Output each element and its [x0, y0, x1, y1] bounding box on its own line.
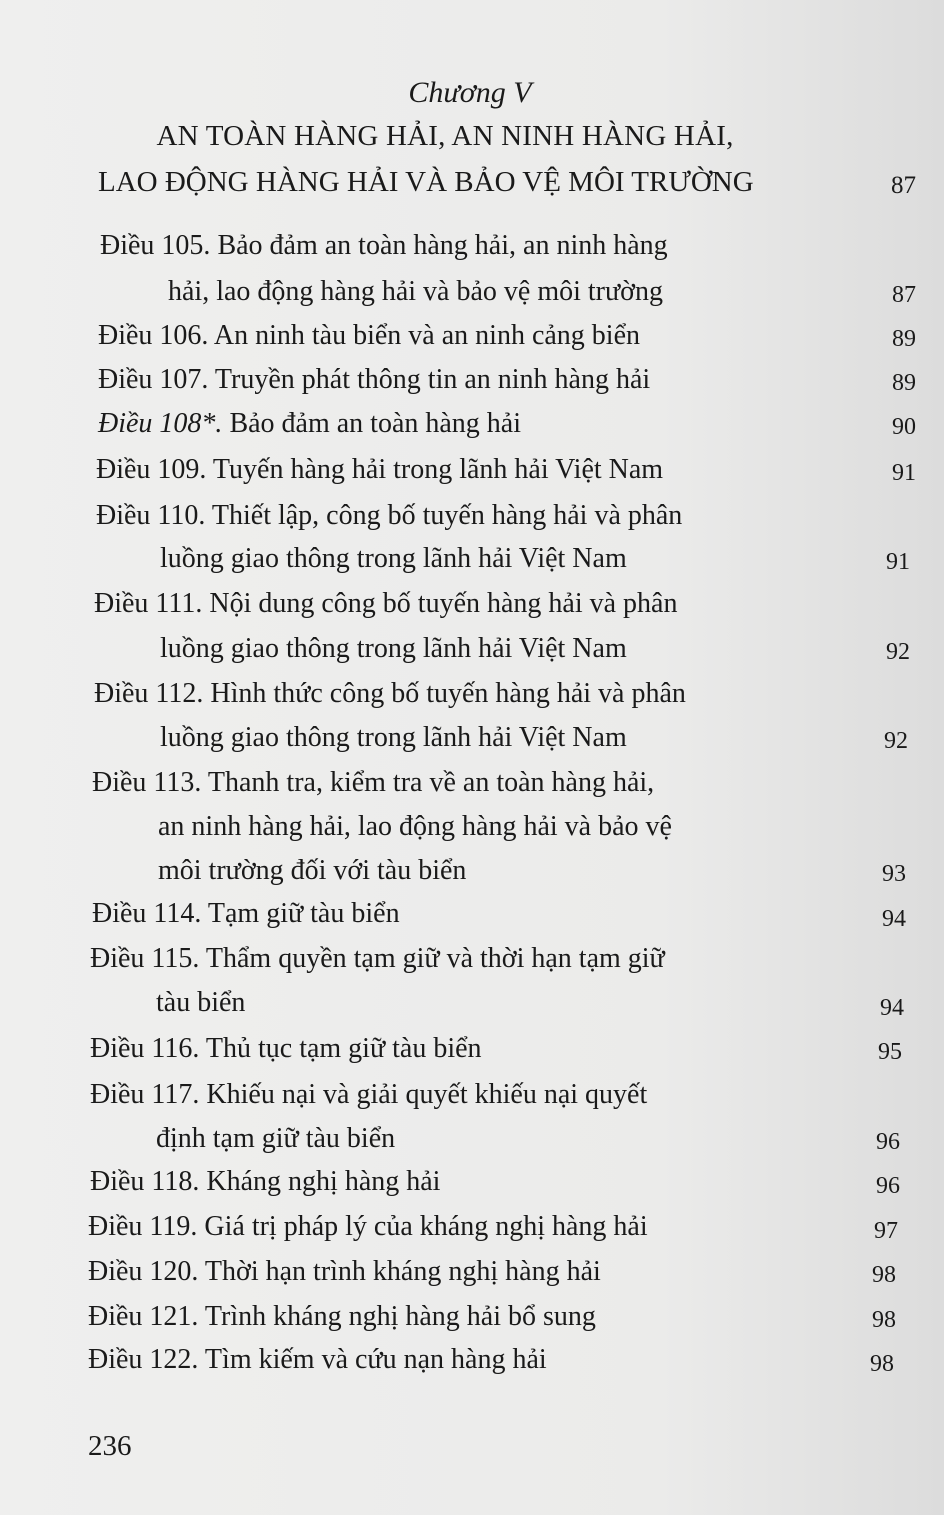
- entry-label: Điều 116.: [90, 1033, 200, 1064]
- entry-label: Điều 110.: [96, 500, 206, 531]
- entry-page-number: 94: [882, 906, 906, 932]
- entry-title-continued: tàu biển: [156, 987, 246, 1018]
- toc-entry-108: [98, 408, 521, 440]
- entry-label: Điều 105.: [100, 230, 211, 261]
- entry-label: Điều 117.: [90, 1079, 200, 1110]
- entry-title-continued: định tạm giữ tàu biển: [156, 1123, 396, 1154]
- entry-page-number: 90: [892, 414, 916, 440]
- entry-page-number: 95: [878, 1039, 902, 1065]
- entry-label: Điều 106.: [98, 320, 209, 351]
- entry-page-number: 97: [874, 1218, 898, 1244]
- entry-title: Bảo đảm an toàn hàng hải, an ninh hàng: [210, 230, 668, 261]
- toc-entry-116: [90, 1033, 482, 1065]
- entry-label: Điều 120.: [88, 1256, 199, 1287]
- entry-title: Thẩm quyền tạm giữ và thời hạn tạm giữ: [199, 943, 665, 974]
- entry-page-number: 91: [886, 549, 910, 575]
- entry-title: Tìm kiếm và cứu nạn hàng hải: [198, 1344, 547, 1375]
- entry-label: Điều 115.: [90, 943, 200, 974]
- entry-label: Điều 112.: [94, 678, 204, 709]
- entry-label: Điều 113.: [92, 767, 202, 798]
- entry-label: Điều 107.: [98, 364, 209, 395]
- toc-entry-105: [100, 230, 668, 262]
- chapter-title-line-1: AN TOÀN HÀNG HẢI, AN NINH HÀNG HẢI,: [156, 120, 734, 152]
- entry-page-number: 89: [892, 370, 916, 396]
- entry-title: Trình kháng nghị hàng hải bổ sung: [198, 1301, 596, 1332]
- entry-page-number: 93: [882, 861, 906, 887]
- chapter-label: Chương V: [408, 76, 532, 109]
- entry-page-number: 96: [876, 1173, 900, 1199]
- chapter-page-number: 87: [891, 172, 916, 199]
- toc-entry-120: [88, 1256, 601, 1288]
- entry-title: Thủ tục tạm giữ tàu biển: [199, 1033, 482, 1064]
- entry-page-number: 87: [892, 282, 916, 308]
- entry-title-continued: luồng giao thông trong lãnh hải Việt Nam: [160, 543, 627, 574]
- entry-title: Khiếu nại và giải quyết khiếu nại quyết: [199, 1079, 648, 1110]
- entry-page-number: 98: [872, 1262, 896, 1288]
- toc-entry-114: [92, 898, 400, 930]
- entry-title-continued: hải, lao động hàng hải và bảo vệ môi trường: [168, 276, 663, 307]
- entry-title: Kháng nghị hàng hải: [199, 1166, 441, 1197]
- toc-entry-110: [96, 500, 682, 532]
- toc-entry-106: [98, 320, 640, 352]
- entry-label: Điều 109.: [96, 454, 207, 485]
- entry-label: Điều 111.: [94, 588, 203, 619]
- entry-title: Thời hạn trình kháng nghị hàng hải: [198, 1256, 601, 1287]
- toc-entry-121: [88, 1301, 596, 1333]
- entry-title: Bảo đảm an toàn hàng hải: [222, 408, 522, 439]
- entry-label: Điều 118.: [90, 1166, 200, 1197]
- toc-entry-107: [98, 364, 650, 396]
- toc-entry-112: [94, 678, 686, 710]
- entry-label: Điều 114.: [92, 898, 202, 929]
- entry-page-number: 92: [884, 728, 908, 754]
- entry-title: Thiết lập, công bố tuyến hàng hải và phân: [205, 500, 683, 531]
- entry-title-continued: luồng giao thông trong lãnh hải Việt Nam: [160, 722, 627, 753]
- toc-entry-111: [94, 588, 677, 620]
- toc-entry-118: [90, 1166, 440, 1198]
- entry-title: Giá trị pháp lý của kháng nghị hàng hải: [197, 1211, 648, 1242]
- entry-title: Thanh tra, kiểm tra về an toàn hàng hải,: [201, 767, 655, 798]
- toc-entry-109: [96, 454, 663, 486]
- entry-page-number: 89: [892, 326, 916, 352]
- entry-title: An ninh tàu biển và an ninh cảng biển: [208, 320, 641, 351]
- toc-entry-119: [88, 1211, 648, 1243]
- entry-label: Điều 122.: [88, 1344, 199, 1375]
- entry-page-number: 91: [892, 460, 916, 486]
- toc-entry-113: [92, 767, 654, 799]
- entry-title-continued: an ninh hàng hải, lao động hàng hải và bảo vệ: [158, 811, 672, 842]
- entry-title-continued: môi trường đối với tàu biển: [158, 855, 467, 886]
- entry-title: Hình thức công bố tuyến hàng hải và phân: [203, 678, 686, 709]
- toc-entry-115: [90, 943, 665, 975]
- entry-title: Tạm giữ tàu biển: [201, 898, 400, 929]
- page-folio: 236: [88, 1430, 132, 1462]
- entry-page-number: 94: [880, 995, 904, 1021]
- entry-page-number: 96: [876, 1129, 900, 1155]
- chapter-title-line-2: LAO ĐỘNG HÀNG HẢI VÀ BẢO VỆ MÔI TRƯỜNG: [98, 166, 754, 198]
- entry-title: Nội dung công bố tuyến hàng hải và phân: [202, 588, 678, 619]
- toc-entry-117: [90, 1079, 647, 1111]
- entry-page-number: 98: [872, 1307, 896, 1333]
- entry-page-number: 92: [886, 639, 910, 665]
- entry-title: Tuyến hàng hải trong lãnh hải Việt Nam: [206, 454, 664, 485]
- entry-page-number: 98: [870, 1351, 894, 1377]
- entry-label: Điều 108*.: [98, 408, 223, 439]
- toc-entry-122: [88, 1344, 547, 1376]
- entry-title-continued: luồng giao thông trong lãnh hải Việt Nam: [160, 633, 627, 664]
- entry-label: Điều 121.: [88, 1301, 199, 1332]
- entry-label: Điều 119.: [88, 1211, 198, 1242]
- entry-title: Truyền phát thông tin an ninh hàng hải: [208, 364, 651, 395]
